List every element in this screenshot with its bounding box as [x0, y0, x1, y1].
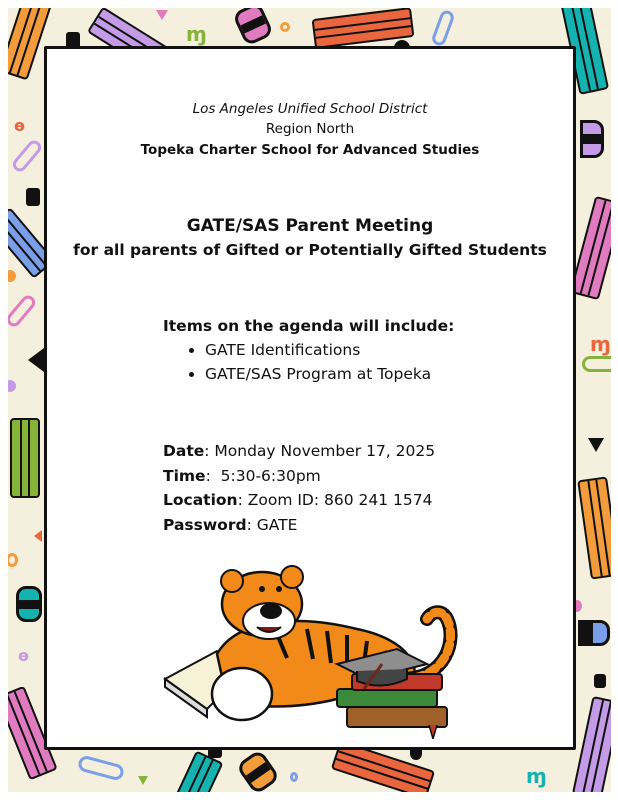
password-label: Password	[163, 515, 247, 534]
blue-circle-icon	[290, 772, 298, 782]
orange-pencil-icon	[577, 476, 611, 579]
pink-eraser-icon	[232, 8, 274, 47]
tab-icon	[26, 188, 40, 206]
location-value: : Zoom ID: 860 241 1574	[237, 491, 433, 509]
orange-circle-icon	[8, 270, 16, 282]
green-paperclip-icon	[582, 356, 611, 372]
orange-circle-icon	[8, 553, 18, 567]
password-row	[163, 513, 435, 538]
location-row	[163, 488, 435, 513]
tab-icon	[594, 674, 606, 688]
time-label: Time	[163, 466, 206, 485]
flyer-panel	[44, 46, 576, 750]
agenda-section	[163, 315, 454, 386]
agenda-item: • GATE Identifications	[205, 338, 454, 362]
tiger-mascot-icon	[157, 559, 487, 739]
teal-eraser-icon	[16, 586, 42, 622]
meeting-subtitle: for all parents of Gifted or Potentially Gifted Students	[73, 241, 547, 259]
agenda-item: • GATE/SAS Program at Topeka	[205, 362, 454, 386]
time-value: : 5:30-6:30pm	[205, 466, 321, 485]
time-row	[163, 464, 435, 489]
district-name: Los Angeles Unified School District	[192, 101, 428, 117]
region-name: Region North	[265, 121, 355, 137]
orange-eraser-icon	[235, 749, 280, 792]
password-value: : GATE	[246, 515, 298, 534]
pink-paperclip-icon	[8, 293, 38, 330]
meeting-title: GATE/SAS Parent Meeting	[186, 216, 434, 236]
blue-paperclip-icon	[77, 754, 126, 781]
date-label: Date	[163, 442, 205, 460]
blue-eraser-icon	[578, 620, 610, 646]
triangle-icon	[28, 348, 44, 372]
school-name: Topeka Charter School for Advanced Studies	[140, 142, 480, 158]
red-squiggle-icon: ɱ	[590, 332, 611, 356]
purple-paperclip-icon	[10, 138, 44, 175]
green-squiggle-icon: ɱ	[186, 22, 207, 46]
agenda-list	[163, 338, 454, 386]
purple-pencil-icon	[572, 696, 611, 792]
purple-circle-icon	[8, 380, 16, 392]
triangle-icon	[588, 438, 604, 452]
agenda-heading: Items on the agenda will include:	[163, 317, 455, 335]
triangle-icon	[34, 530, 42, 542]
date-row	[163, 439, 435, 464]
date-value: : Monday November 17, 2025	[204, 442, 436, 460]
triangle-icon	[138, 776, 148, 785]
teal-squiggle-icon: ɱ	[526, 764, 547, 788]
decorative-border	[8, 8, 611, 792]
purple-eraser-icon	[580, 120, 604, 158]
green-pencil-icon	[10, 418, 40, 498]
blue-paperclip-icon	[430, 9, 455, 48]
location-label: Location	[163, 491, 238, 509]
orange-circle-icon	[280, 22, 290, 32]
triangle-icon	[156, 10, 168, 20]
purple-squiggle-icon: ɵ	[18, 646, 29, 665]
meeting-details	[163, 439, 435, 537]
red-squiggle-icon: ɵ	[14, 116, 25, 135]
